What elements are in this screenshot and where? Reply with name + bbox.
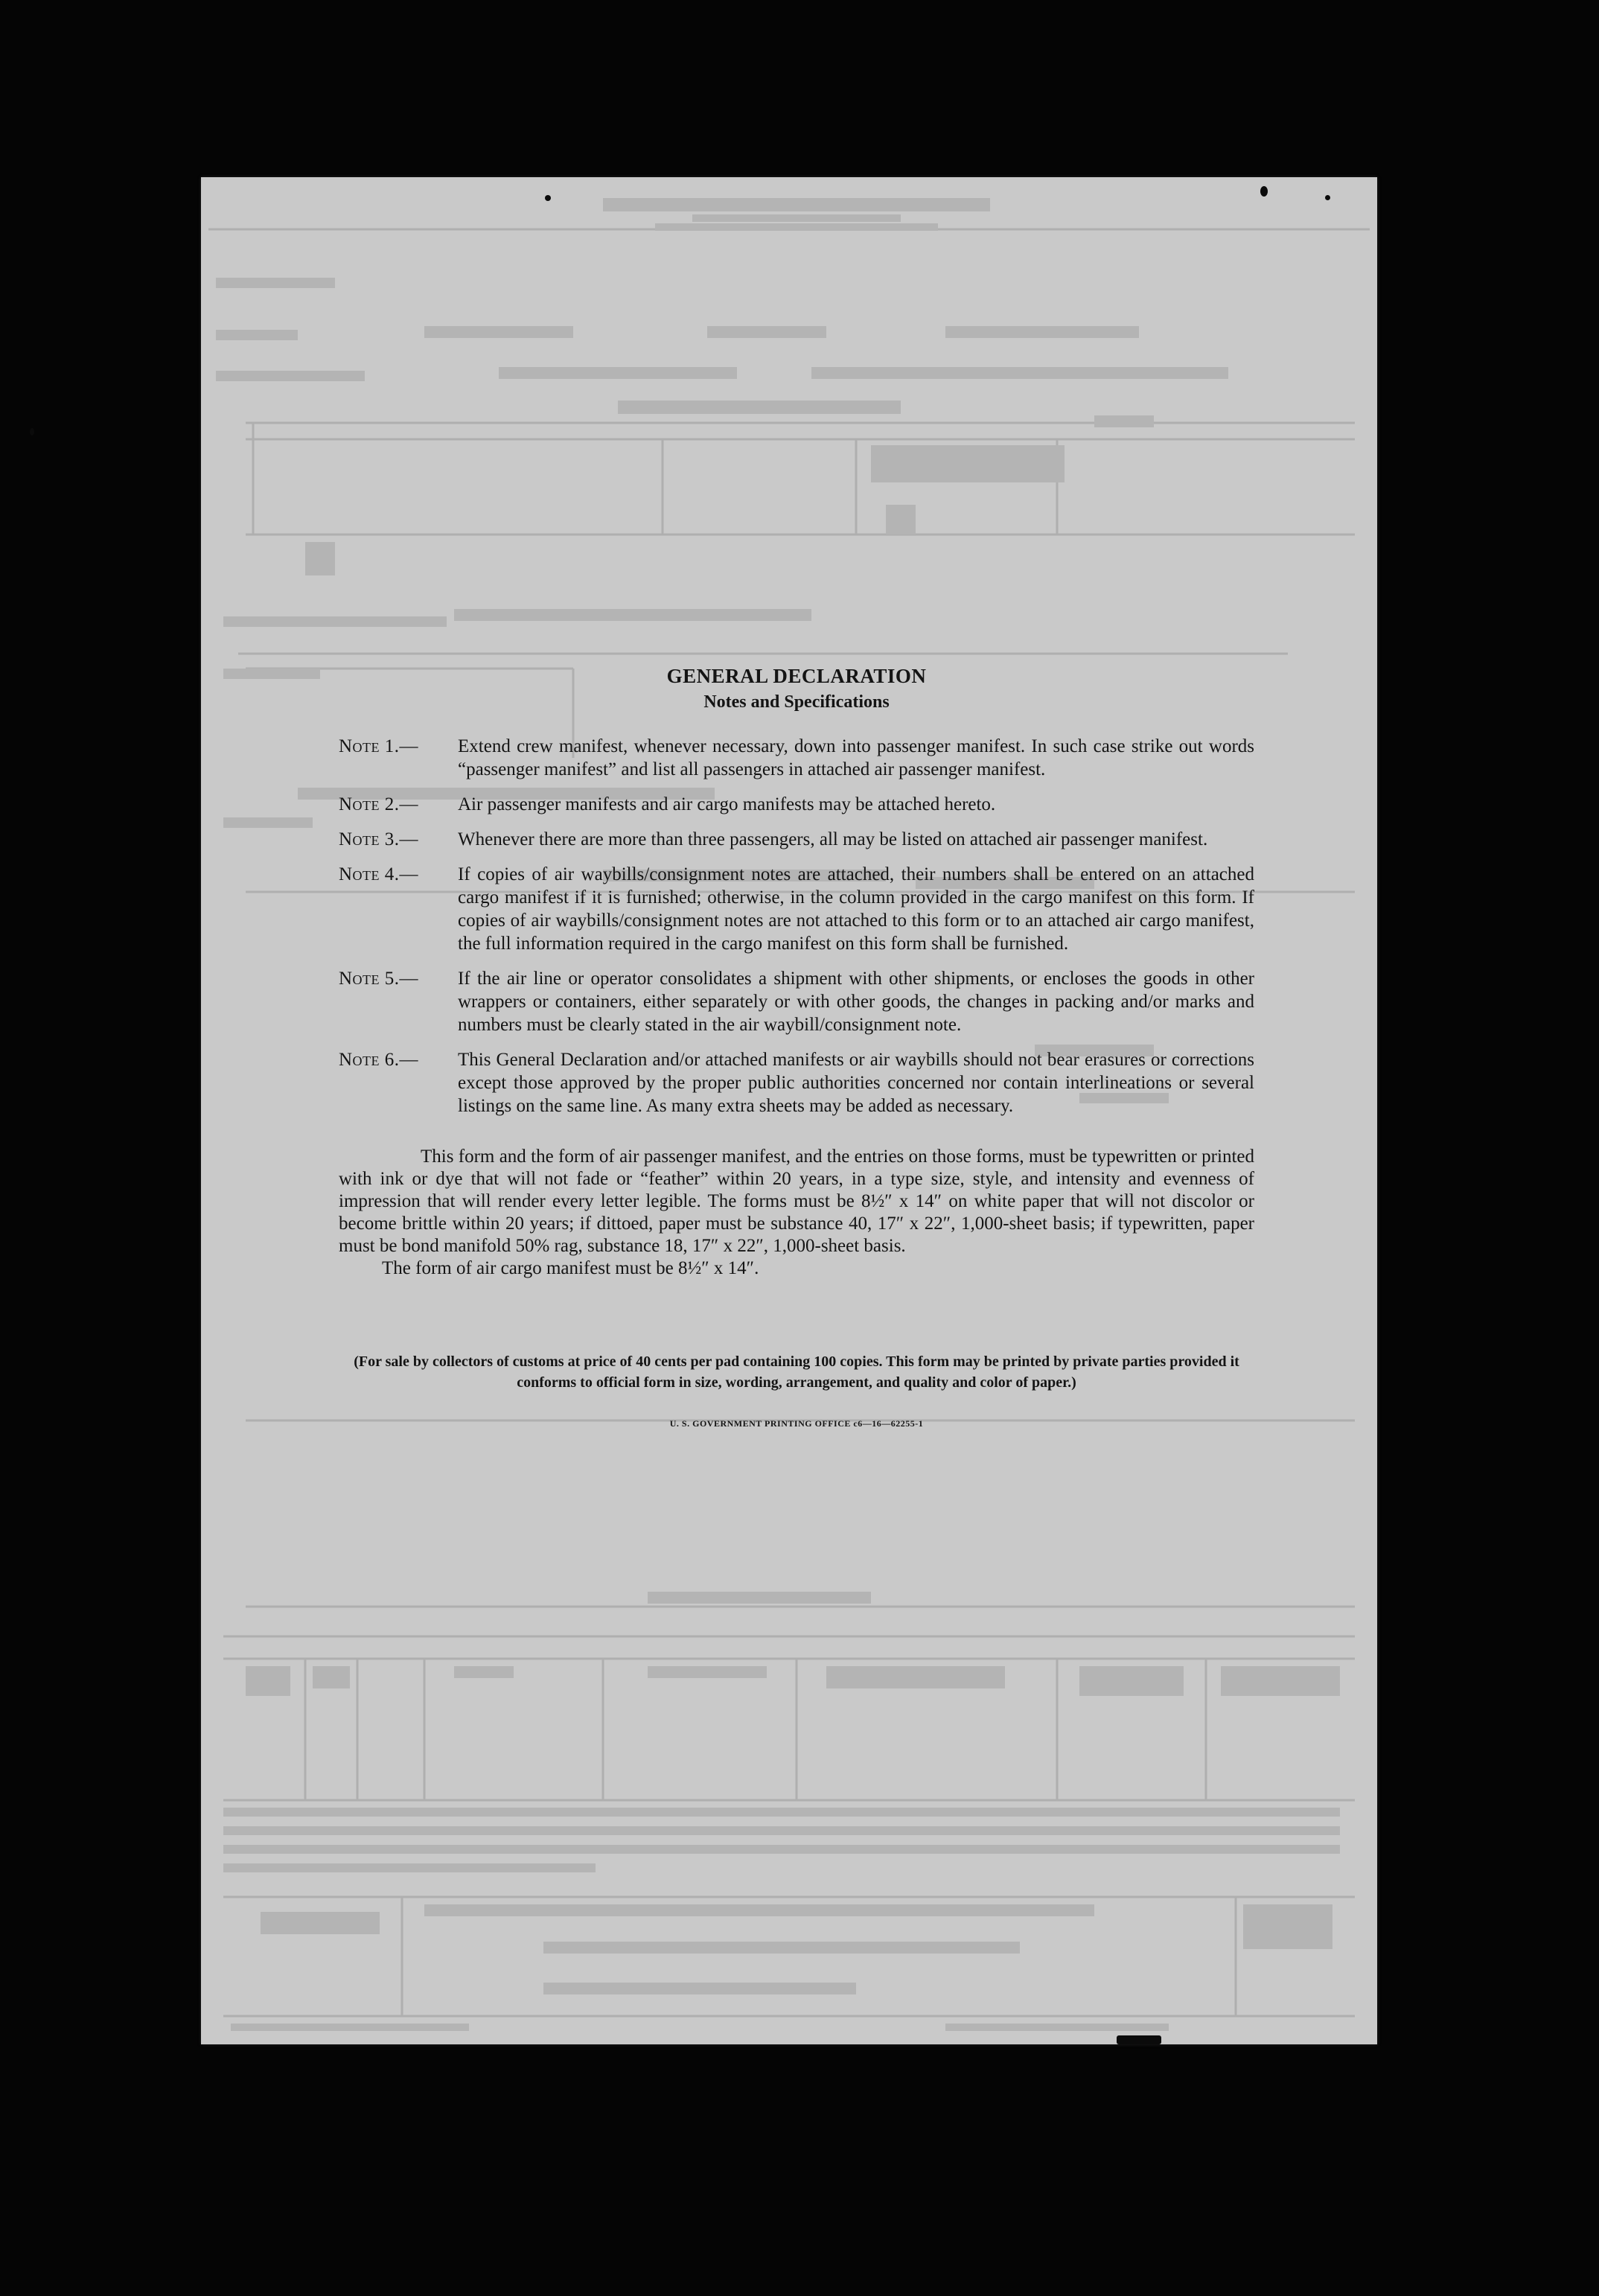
specification-paragraph: This form and the form of air passenger manifest, and the entries on those forms, must be typewritten or printed with ink or dye that will not fade or “feather” within 20 years, in a type size, style, and intensity and evenness of impression that will render every letter legible. The forms must be 8½″ x 14″ on white paper that will not discolor or become brittle within 20 years; if dittoed, paper must be substance 40, 17″ x 22″, 1,000-sheet basis; if typewritten, paper must be bond manifold 50% rag, substance 18, 17″ x 22″, 1,000-sheet basis. [339, 1147, 1254, 1256]
note-3 [339, 828, 1254, 851]
notes-and-specifications [339, 665, 1254, 1429]
cargo-manifest-size: The form of air cargo manifest must be 8½″ x 14″. [382, 1258, 759, 1278]
document-subtitle: Notes and Specifications [703, 692, 890, 712]
scan-speck [1325, 195, 1330, 200]
scan-speck [1117, 2035, 1161, 2044]
note-text: Whenever there are more than three passengers, all may be listed on attached air passenger manifest. [458, 829, 1208, 849]
note-label: Note 2.— [339, 794, 419, 814]
document-page [201, 177, 1377, 2044]
note-6 [339, 1048, 1254, 1117]
note-label: Note 6.— [339, 1050, 419, 1070]
note-text: Extend crew manifest, whenever necessary, down into passenger manifest. In such case strike out words “passenger manifest” and list all passengers in attached air passenger manifest. [458, 736, 1254, 779]
note-text: If copies of air waybills/consignment notes are attached, their numbers shall be entered on an attached cargo manifest if it is furnished; otherwise, in the column provided in the cargo manifest on this form. If copies of air waybills/consignment notes are not attached to this form or to an attached air cargo manifest, the full information required in the cargo manifest on this form shall be furnished. [458, 864, 1254, 954]
note-1 [339, 735, 1254, 781]
note-text: Air passenger manifests and air cargo manifests may be attached hereto. [458, 794, 996, 814]
printer-imprint: U. S. GOVERNMENT PRINTING OFFICE c6—16—62255-1 [669, 1418, 924, 1429]
note-5 [339, 967, 1254, 1036]
scan-speck [1260, 186, 1268, 197]
scan-speck [30, 428, 34, 436]
note-label: Note 3.— [339, 829, 419, 849]
sale-notice: (For sale by collectors of customs at price of 40 cents per pad containing 100 copies. This form may be printed by private parties provided it conforms to official form in size, wording, arrangement, and quality and color of paper.) [354, 1353, 1239, 1391]
note-2 [339, 793, 1254, 816]
note-4 [339, 863, 1254, 955]
note-label: Note 1.— [339, 736, 419, 756]
note-text: If the air line or operator consolidates a shipment with other shipments, or encloses the goods in other wrappers or containers, either separately or with other goods, the changes in packing and/or marks and numbers must be clearly stated in the air waybill/consignment note. [458, 969, 1254, 1035]
scan-speck [545, 195, 551, 201]
note-label: Note 4.— [339, 864, 419, 884]
document-title: GENERAL DECLARATION [666, 665, 927, 687]
note-text: This General Declaration and/or attached manifests or air waybills should not bear erasures or corrections except those approved by the proper public authorities concerned nor contain interlineations or several listings on the same line. As many extra sheets may be added as necessary. [458, 1050, 1254, 1116]
note-label: Note 5.— [339, 969, 419, 989]
